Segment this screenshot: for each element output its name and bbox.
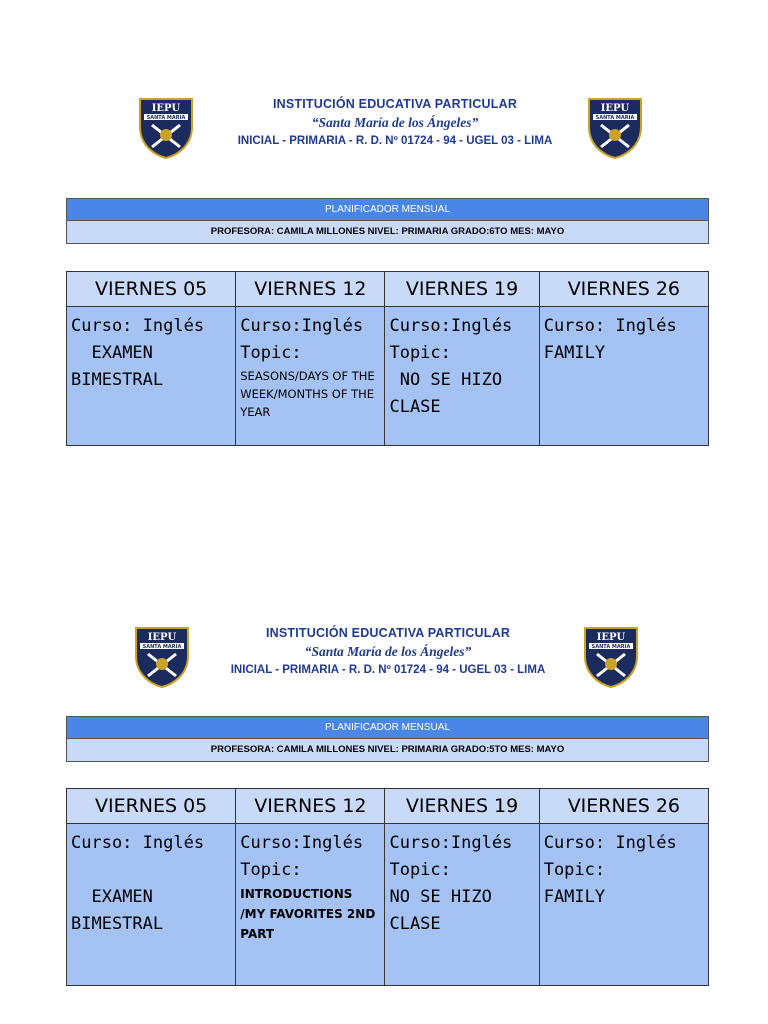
school-header bbox=[0, 97, 768, 167]
cell-text: Curso:Inglés Topic: NO SE HIZO CLASE bbox=[389, 316, 513, 417]
crest-subtext: SANTA MARIA bbox=[595, 115, 635, 121]
cell-text: Curso:Inglés Topic: NO SE HIZO CLASE bbox=[389, 833, 513, 934]
crest-text: IEPU bbox=[600, 103, 630, 114]
crest-subtext: SANTA MARIA bbox=[591, 644, 631, 650]
cell-text: Curso: Inglés EXAMEN BIMESTRAL bbox=[71, 316, 205, 390]
day-cell bbox=[385, 824, 539, 986]
institution-name: INSTITUCIÓN EDUCATIVA PARTICULAR bbox=[265, 626, 511, 640]
crest-text: IEPU bbox=[596, 632, 626, 643]
planner-box bbox=[66, 198, 709, 244]
day-cell bbox=[236, 307, 385, 446]
day-header: VIERNES 19 bbox=[385, 272, 539, 307]
cell-text: Curso: Inglés Topic: FAMILY bbox=[543, 833, 677, 907]
school-crest-icon bbox=[134, 626, 190, 688]
crest-subtext: SANTA MARIA bbox=[142, 644, 182, 650]
school-crest-icon bbox=[583, 626, 639, 688]
cell-text: Curso:Inglés Topic: bbox=[240, 833, 364, 880]
planner-info: PROFESORA: CAMILA MILLONES NIVEL: PRIMARIA GRADO:6TO MES: MAYO bbox=[67, 221, 708, 243]
school-name: “Santa María de los Ángeles” bbox=[311, 115, 479, 130]
topic-detail: INTRODUCTIONS /MY FAVORITES 2ND PART bbox=[240, 887, 380, 941]
school-crest-icon bbox=[587, 97, 643, 159]
school-crest-icon bbox=[138, 97, 194, 159]
topic-detail: SEASONS/DAYS OF THE WEEK/MONTHS OF THE YEAR bbox=[240, 369, 379, 419]
cell-text: Curso:Inglés Topic: bbox=[240, 316, 364, 363]
day-cell bbox=[539, 307, 708, 446]
day-header: VIERNES 26 bbox=[539, 272, 708, 307]
day-cell bbox=[236, 824, 385, 986]
weekly-table bbox=[66, 271, 709, 446]
weekly-table bbox=[66, 788, 709, 986]
day-header: VIERNES 05 bbox=[67, 272, 236, 307]
day-cell bbox=[385, 307, 539, 446]
day-cell bbox=[539, 824, 708, 986]
day-cell bbox=[67, 307, 236, 446]
school-levels: INICIAL - PRIMARIA - R. D. Nº 01724 - 94 - UGEL 03 - LIMA bbox=[237, 135, 553, 147]
day-header: VIERNES 12 bbox=[236, 272, 385, 307]
day-header: VIERNES 12 bbox=[236, 789, 385, 824]
day-header: VIERNES 05 bbox=[67, 789, 236, 824]
planner-box bbox=[66, 716, 709, 762]
day-header: VIERNES 19 bbox=[385, 789, 539, 824]
crest-text: IEPU bbox=[151, 103, 181, 114]
school-levels: INICIAL - PRIMARIA - R. D. Nº 01724 - 94 - UGEL 03 - LIMA bbox=[230, 664, 546, 676]
crest-subtext: SANTA MARIA bbox=[146, 115, 186, 121]
planner-info: PROFESORA: CAMILA MILLONES NIVEL: PRIMARIA GRADO:5TO MES: MAYO bbox=[67, 739, 708, 761]
planner-title: PLANIFICADOR MENSUAL bbox=[67, 199, 708, 221]
day-cell bbox=[67, 824, 236, 986]
cell-text: Curso: Inglés EXAMEN BIMESTRAL bbox=[71, 833, 205, 934]
institution-name: INSTITUCIÓN EDUCATIVA PARTICULAR bbox=[272, 97, 518, 111]
planner-title: PLANIFICADOR MENSUAL bbox=[67, 717, 708, 739]
cell-text: Curso: Inglés FAMILY bbox=[543, 316, 677, 363]
school-name: “Santa María de los Ángeles” bbox=[304, 644, 472, 659]
crest-text: IEPU bbox=[147, 632, 177, 643]
school-header bbox=[0, 626, 768, 696]
day-header: VIERNES 26 bbox=[539, 789, 708, 824]
